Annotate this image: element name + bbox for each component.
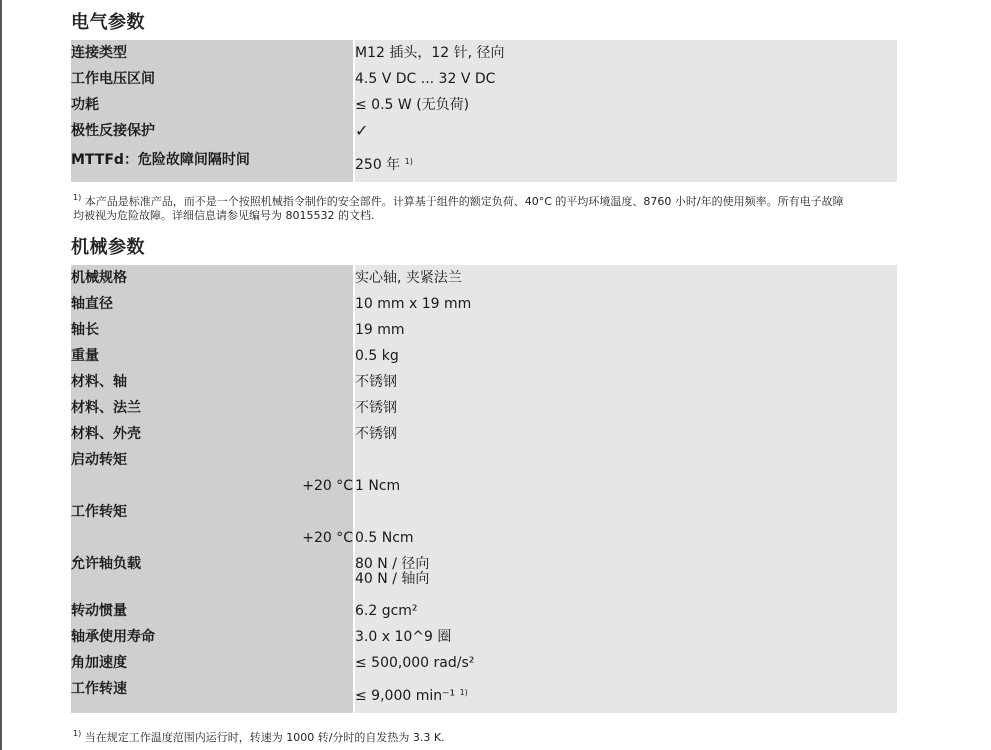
spec-label: 材料、法兰	[71, 395, 354, 421]
spec-value: ≤ 500,000 rad/s²	[354, 650, 897, 676]
spec-value: 3.0 x 10^9 圈	[354, 624, 897, 650]
spec-row	[71, 145, 897, 182]
spec-label: 允许轴负载	[71, 551, 354, 598]
spec-label: 工作电压区间	[71, 66, 354, 92]
spec-value: M12 插头，12 针, 径向	[354, 40, 897, 66]
spec-row	[71, 317, 897, 343]
electrical-section-title: 电气参数	[71, 12, 145, 33]
spec-row	[71, 650, 897, 676]
spec-row	[71, 395, 897, 421]
spec-value: 0.5 kg	[354, 343, 897, 369]
spec-label: 转动惯量	[71, 598, 354, 624]
spec-label: 极性反接保护	[71, 118, 354, 145]
spec-row	[71, 291, 897, 317]
spec-row	[71, 676, 897, 713]
spec-row	[71, 421, 897, 447]
electrical-footnote	[73, 191, 893, 223]
spec-label: 连接类型	[71, 40, 354, 66]
spec-value: 10 mm x 19 mm	[354, 291, 897, 317]
spec-label: 轴长	[71, 317, 354, 343]
spec-value: 1 Ncm	[354, 473, 897, 499]
spec-value: 0.5 Ncm	[354, 525, 897, 551]
spec-row	[71, 598, 897, 624]
spec-value: ≤ 0.5 W (无负荷)	[354, 92, 897, 118]
mechanical-section-title: 机械参数	[71, 237, 145, 258]
spec-value: 实心轴, 夹紧法兰	[354, 265, 897, 291]
electrical-spec-table	[71, 40, 897, 182]
spec-row	[71, 551, 897, 598]
spec-row	[71, 118, 897, 145]
spec-label: 工作转矩	[71, 499, 354, 525]
spec-label: 机械规格	[71, 265, 354, 291]
spec-label: 角加速度	[71, 650, 354, 676]
footnote-marker: 1)	[73, 729, 82, 738]
spec-value: 不锈钢	[354, 395, 897, 421]
spec-row	[71, 66, 897, 92]
spec-value: 40 N / 轴向	[355, 571, 430, 587]
spec-row	[71, 40, 897, 66]
spec-value: 4.5 V DC ... 32 V DC	[354, 66, 897, 92]
checkmark-icon: ✓	[355, 121, 369, 140]
spec-label: 材料、外壳	[71, 421, 354, 447]
spec-value: 250 年	[355, 157, 401, 173]
spec-row	[71, 92, 897, 118]
spec-row	[71, 265, 897, 291]
spec-label: 启动转矩	[71, 447, 354, 473]
spec-row	[71, 369, 897, 395]
temperature-condition: +20 °C	[71, 473, 354, 499]
temperature-condition: +20 °C	[71, 525, 354, 551]
footnote-marker: 1)	[73, 193, 82, 202]
spec-label: MTTFd：危险故障间隔时间	[71, 145, 354, 182]
spec-value: ≤ 9,000 min⁻¹	[355, 688, 456, 704]
spec-label: 工作转速	[71, 676, 354, 713]
spec-label: 重量	[71, 343, 354, 369]
spec-value: 6.2 gcm²	[354, 598, 897, 624]
spec-row	[71, 624, 897, 650]
spec-row	[71, 447, 897, 473]
footnote-text-line1: 本产品是标准产品，而不是一个按照机械指令制作的安全部件。计算基于组件的额定负荷、40°C 的平均环境温度、8760 小时/年的使用频率。所有电子故障	[81, 195, 844, 208]
footnote-text-line2: 均被视为危险故障。详细信息请参见编号为 8015532 的文档.	[73, 209, 375, 222]
spec-label: 轴直径	[71, 291, 354, 317]
spec-row	[71, 499, 897, 525]
spec-label: 材料、轴	[71, 369, 354, 395]
page-left-border	[0, 0, 2, 750]
spec-value: 不锈钢	[354, 421, 897, 447]
footnote-ref: 1)	[404, 157, 413, 166]
spec-subrow	[71, 473, 897, 499]
mechanical-footnote	[73, 727, 893, 745]
spec-value: 不锈钢	[354, 369, 897, 395]
spec-row	[71, 343, 897, 369]
footnote-text: 当在规定工作温度范围内运行时，转速为 1000 转/分时的自发热为 3.3 K.	[81, 731, 445, 744]
footnote-ref: 1)	[459, 688, 468, 697]
spec-label: 轴承使用寿命	[71, 624, 354, 650]
spec-value: 19 mm	[354, 317, 897, 343]
spec-label: 功耗	[71, 92, 354, 118]
spec-subrow	[71, 525, 897, 551]
spec-value: 80 N / 径向	[355, 556, 430, 572]
mechanical-spec-table	[71, 265, 897, 713]
